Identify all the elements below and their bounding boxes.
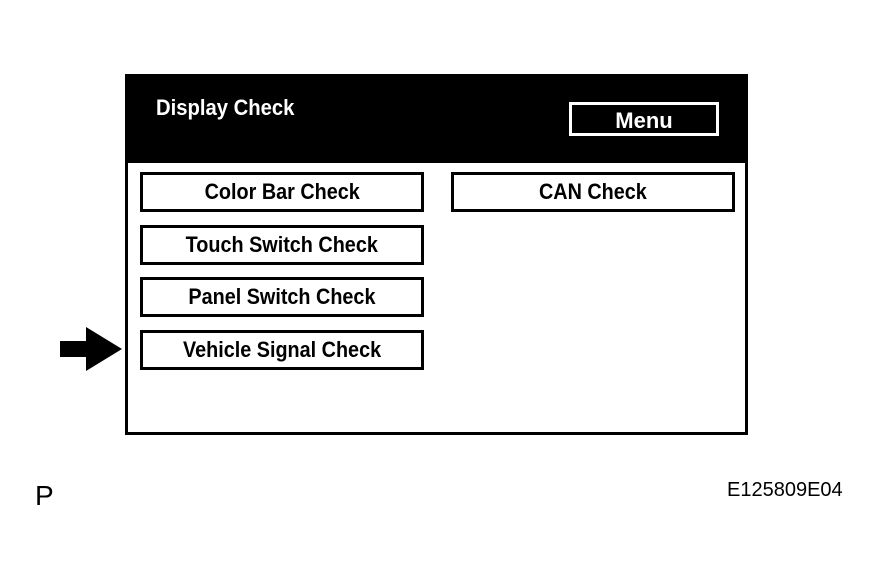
- can-check-button[interactable]: [451, 172, 735, 212]
- panel-switch-check-button[interactable]: [140, 277, 424, 317]
- arrow-right-icon: [60, 327, 122, 371]
- screen-header: [128, 77, 745, 163]
- page-title: Display Check: [156, 95, 295, 120]
- color-bar-check-button[interactable]: [140, 172, 424, 212]
- display-check-screen: [125, 74, 748, 435]
- touch-switch-check-button[interactable]: [140, 225, 424, 265]
- touch-switch-check-label: Touch Switch Check: [185, 232, 379, 257]
- figure-id: E125809E04: [727, 479, 843, 501]
- can-check-label: CAN Check: [539, 179, 647, 204]
- color-bar-check-label: Color Bar Check: [204, 179, 360, 204]
- corner-letter: P: [35, 480, 54, 511]
- vehicle-signal-check-label: Vehicle Signal Check: [182, 337, 382, 362]
- panel-switch-check-label: Panel Switch Check: [188, 284, 376, 309]
- menu-button[interactable]: Menu: [569, 102, 719, 136]
- vehicle-signal-check-button[interactable]: [140, 330, 424, 370]
